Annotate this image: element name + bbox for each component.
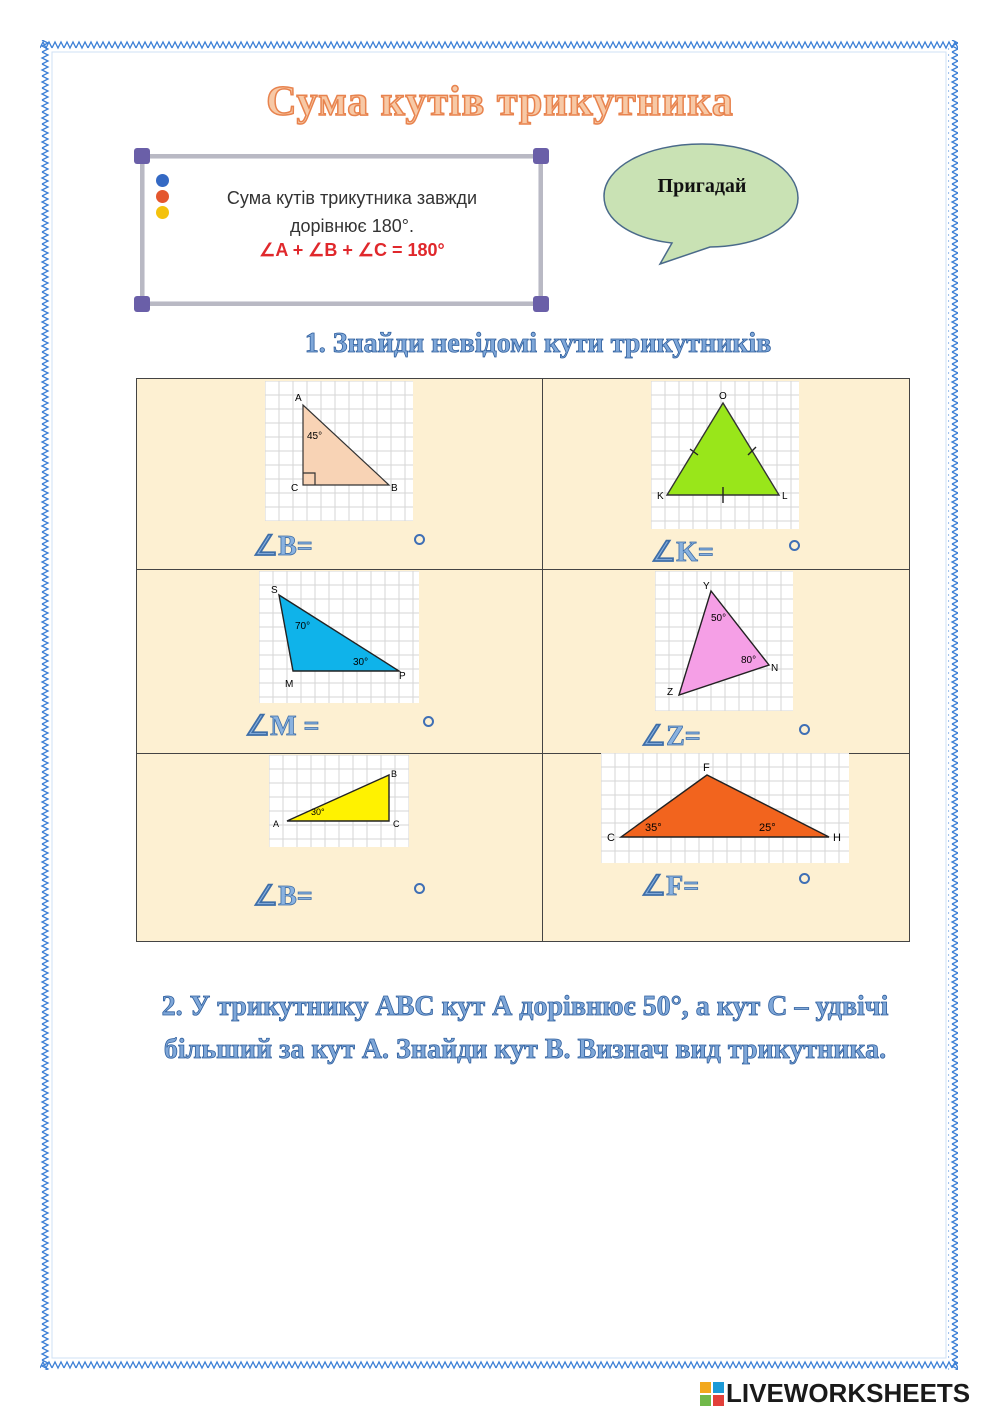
triangle-fch [601,753,849,863]
vertex-label: A [295,393,302,404]
vertex-label: B [391,769,398,779]
triangles-table [136,378,910,942]
bullet-dot-yellow [156,206,169,219]
triangle-acb-yellow [269,755,409,847]
vertex-label: C [393,819,400,829]
triangle-acb-right [265,381,413,521]
angle-label: 80° [741,655,757,666]
vertex-label: H [833,832,841,844]
vertex-label: C [607,832,615,844]
answer-angle-f: ∠F= [641,871,700,902]
degree-symbol [414,883,425,894]
branding-text: LIVEWORKSHEETS [726,1378,971,1408]
vertex-label: S [271,585,278,596]
board-corner [134,296,150,312]
answer-angle-b-2: ∠B= [253,881,313,912]
bullet-dot-blue [156,174,169,187]
vertex-label: A [273,819,280,829]
table-divider [542,379,543,941]
angle-label: 30° [353,657,369,668]
rule-text: Сума кутів трикутника завжди дорівнює 180°. [226,188,478,236]
answer-angle-z: ∠Z= [641,721,701,752]
vertex-label: Y [703,581,710,592]
remember-label: Пригадай [657,175,747,197]
liveworksheets-logo-icon [700,1382,724,1406]
board-corner [533,296,549,312]
angle-label: 45° [307,431,323,442]
vertex-label: C [291,483,299,494]
degree-symbol [799,873,810,884]
angle-label: 50° [711,613,727,624]
vertex-label: O [719,391,727,402]
speech-bubble [600,140,805,268]
vertex-label: M [285,679,294,690]
angle-label: 70° [295,621,311,632]
table-divider [137,569,909,570]
page-title: Сума кутів трикутника [266,79,734,125]
vertex-label: F [703,762,710,774]
vertex-label: K [657,491,664,502]
triangle-yzn [655,571,793,711]
angle-label: 30° [311,807,325,817]
rule-board [140,154,543,306]
angle-label: 35° [645,822,662,834]
degree-symbol [799,724,810,735]
board-corner [533,148,549,164]
degree-symbol [414,534,425,545]
task2-text [110,985,940,1071]
bullet-dot-red [156,190,169,203]
board-corner [134,148,150,164]
task1-heading: 1. Знайди невідомі кути трикутників [304,328,772,359]
degree-symbol [423,716,434,727]
vertex-label: Z [667,687,674,698]
answer-angle-k: ∠K= [651,537,714,568]
vertex-label: L [782,491,788,502]
degree-symbol [789,540,800,551]
vertex-label: B [391,483,398,494]
task2-line1: 2. У трикутнику АВС кут А дорівнює 50°, а кут С – удвічі [161,991,889,1022]
angle-label: 25° [759,822,776,834]
answer-angle-b: ∠B= [253,531,313,562]
triangle-smp [259,571,419,703]
liveworksheets-branding[interactable] [700,1378,995,1408]
task2-line2: більший за кут А. Знайди кут В. Визнач вид трикутника. [163,1034,887,1065]
vertex-label: P [399,671,406,682]
vertex-label: N [771,663,779,674]
answer-angle-m: ∠M = [245,711,320,742]
triangle-okl [651,381,799,529]
rule-formula: ∠A + ∠B + ∠C = 180° [259,240,445,260]
